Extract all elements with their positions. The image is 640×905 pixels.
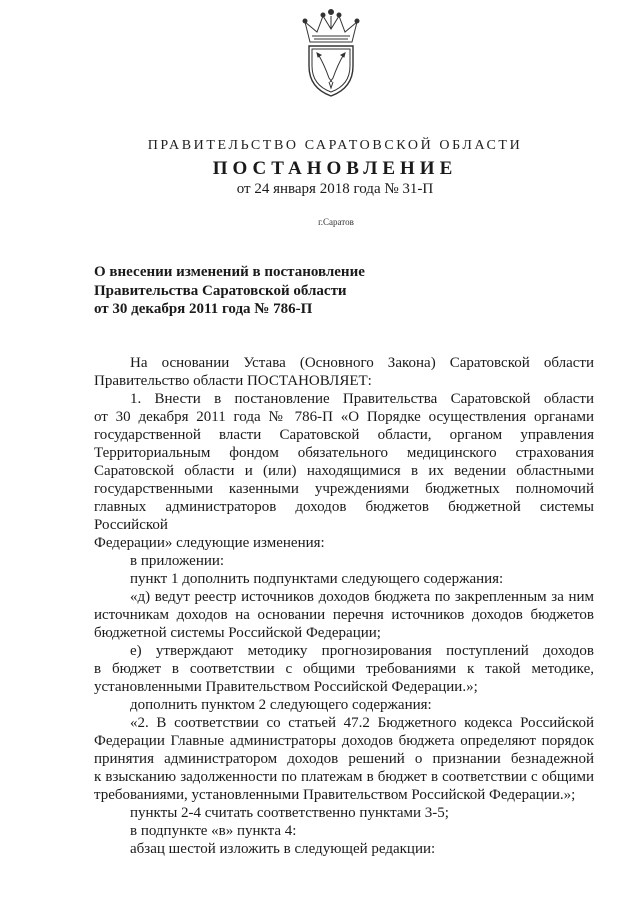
body-line: Саратовской области и (или) находящимися в их ведении областными <box>94 463 594 479</box>
body-line: Территориальным фондом обязательного медицинского страхования <box>94 445 594 461</box>
government-name: ПРАВИТЕЛЬСТВО САРАТОВСКОЙ ОБЛАСТИ <box>147 138 523 153</box>
body-line: в бюджет в соответствии с общими требованиями к такой методике, <box>94 661 594 677</box>
coat-of-arms-icon <box>296 8 366 100</box>
body-line: е) утверждают методику прогнозирования поступлений доходов <box>130 643 594 659</box>
body-line: Федерации» следующие изменения: <box>94 535 325 551</box>
body-line: На основании Устава (Основного Закона) Саратовской области <box>130 355 594 371</box>
body-line: требованиями, установленными Правительством Российской Федерации.»; <box>94 787 576 803</box>
document-subject <box>94 263 474 319</box>
body-line: дополнить пунктом 2 следующего содержания: <box>130 697 432 713</box>
document-body <box>94 354 594 858</box>
body-line: Правительство области ПОСТАНОВЛЯЕТ: <box>94 373 372 389</box>
document-date-number: от 24 января 2018 года № 31-П <box>236 181 434 197</box>
body-line: от 30 декабря 2011 года № 786-П «О Порядке осуществления органами <box>94 409 594 425</box>
body-line: государственной власти Саратовской области, органом управления <box>94 427 594 443</box>
body-line: принятия администратором доходов решений о признании безнадежной <box>94 751 594 767</box>
body-line: к взысканию задолженности по платежам в бюджет в соответствии с общими <box>94 769 594 785</box>
body-line: источникам доходов на основании перечня источников доходов бюджетов <box>94 607 594 623</box>
body-line: Федерации Главные администраторы доходов бюджета определяют порядок <box>94 733 594 749</box>
body-line: абзац шестой изложить в следующей редакции: <box>130 841 436 857</box>
body-line: государственными казенными учреждениями бюджетных полномочий <box>94 481 594 497</box>
document-type-title: ПОСТАНОВЛЕНИЕ <box>212 158 458 179</box>
subject-line: от 30 декабря 2011 года № 786-П <box>94 301 313 317</box>
body-line: «2. В соответствии со статьей 47.2 Бюджетного кодекса Российской <box>130 715 594 731</box>
body-line: установленными Правительством Российской Федерации.»; <box>94 679 478 695</box>
body-line: «д) ведут реестр источников доходов бюджета по закрепленным за ним <box>130 589 594 605</box>
body-line: главных администраторов доходов бюджетов бюджетной системы Российской <box>94 499 594 533</box>
body-line: в подпункте «в» пункта 4: <box>130 823 297 839</box>
subject-line: О внесении изменений в постановление <box>94 264 365 280</box>
body-line: 1. Внести в постановление Правительства Саратовской области <box>130 391 594 407</box>
body-line: бюджетной системы Российской Федерации; <box>94 625 381 641</box>
subject-line: Правительства Саратовской области <box>94 282 347 299</box>
document-city: г.Саратов <box>318 217 354 227</box>
body-line: пункт 1 дополнить подпунктами следующего содержания: <box>130 571 504 587</box>
body-line: в приложении: <box>130 553 225 569</box>
body-line: пункты 2-4 считать соответственно пунктами 3-5; <box>130 805 449 821</box>
